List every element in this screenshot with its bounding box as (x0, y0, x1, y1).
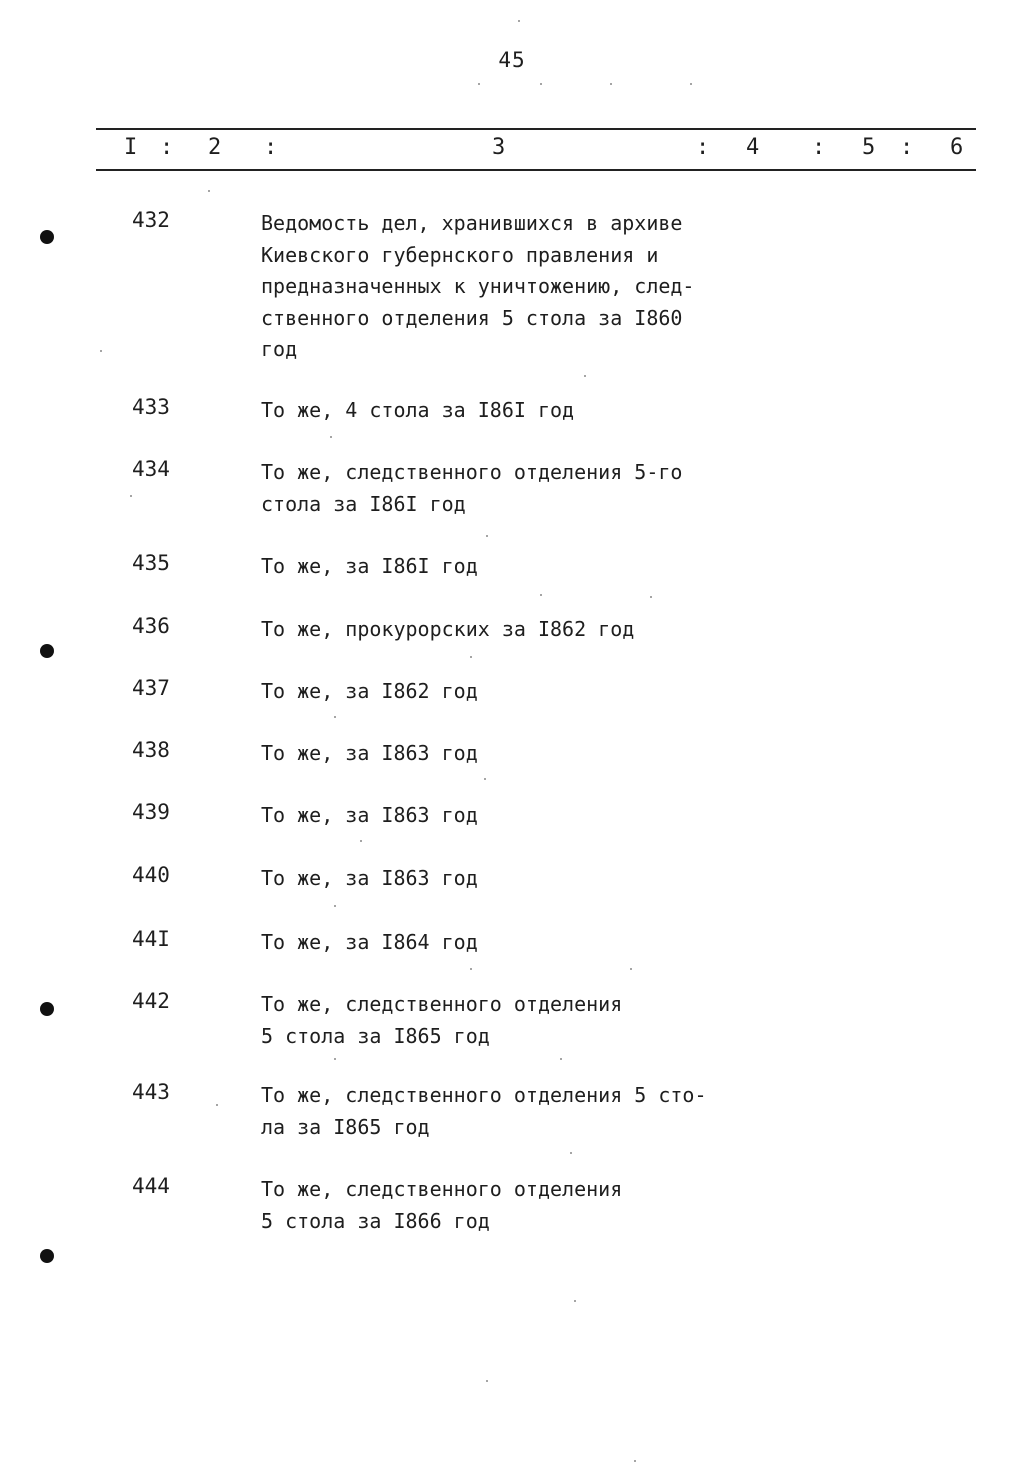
column-header-5: 5 (862, 135, 876, 160)
punch-hole-mark (40, 644, 54, 658)
row-number: 437 (132, 676, 170, 700)
column-separator: : (696, 135, 710, 160)
scan-speck (650, 596, 652, 598)
row-description: То же, прокурорских за I862 год (261, 617, 635, 641)
row-number: 436 (132, 614, 170, 638)
row-description: То же, следственного отделения 5 стола за I866 год (261, 1177, 623, 1233)
scan-speck (486, 535, 488, 537)
scan-speck (470, 968, 472, 970)
scan-speck (484, 778, 486, 780)
row-number: 438 (132, 738, 170, 762)
row-number: 442 (132, 989, 170, 1013)
row-description: То же, за I863 год (261, 803, 478, 827)
scan-speck (584, 375, 586, 377)
row-number: 444 (132, 1174, 170, 1198)
row-number: 440 (132, 863, 170, 887)
row-description: То же, за I863 год (261, 741, 478, 765)
row-description: То же, за I863 год (261, 866, 478, 890)
scan-speck (570, 1152, 572, 1154)
row-number: 432 (132, 208, 170, 232)
scan-speck (518, 20, 520, 22)
row-number: 439 (132, 800, 170, 824)
row-number: 44I (132, 927, 170, 951)
scan-speck (486, 1380, 488, 1382)
column-header-3: 3 (492, 135, 506, 160)
page-number: 45 (498, 48, 526, 72)
column-separator: : (264, 135, 278, 160)
punch-hole-mark (40, 1249, 54, 1263)
column-header-4: 4 (746, 135, 760, 160)
row-number: 435 (132, 551, 170, 575)
column-separator: : (160, 135, 174, 160)
scan-speck (334, 716, 336, 718)
row-description: То же, 4 стола за I86I год (261, 398, 575, 422)
row-description: То же, за I864 год (261, 930, 478, 954)
row-number: 434 (132, 457, 170, 481)
scan-speck (478, 83, 480, 85)
row-number: 443 (132, 1080, 170, 1104)
scan-speck (130, 495, 132, 497)
scan-speck (560, 1058, 562, 1060)
punch-hole-mark (40, 1002, 54, 1016)
column-separator: : (900, 135, 914, 160)
column-header-6: 6 (950, 135, 964, 160)
row-description: То же, следственного отделения 5 стола за I865 год (261, 992, 623, 1048)
column-header-2: 2 (208, 135, 222, 160)
scan-speck (208, 190, 210, 192)
scan-speck (360, 840, 362, 842)
scan-speck (610, 83, 612, 85)
scan-speck (330, 436, 332, 438)
scan-speck (216, 1104, 218, 1106)
scan-speck (540, 83, 542, 85)
column-header-1: I (124, 135, 138, 160)
row-number: 433 (132, 395, 170, 419)
scan-speck (470, 656, 472, 658)
row-description: То же, следственного отделения 5 сто- ла за I865 год (261, 1083, 707, 1139)
scan-speck (540, 594, 542, 596)
scan-speck (634, 1460, 636, 1462)
row-description: То же, за I862 год (261, 679, 478, 703)
punch-hole-mark (40, 230, 54, 244)
scan-speck (574, 1300, 576, 1302)
row-description: Ведомость дел, хранившихся в архиве Киевского губернского правления и предназначенных к уничтожению, след- ственного отделения 5 стола за I860 год (261, 211, 695, 361)
scan-speck (630, 968, 632, 970)
row-description: То же, за I86I год (261, 554, 478, 578)
scan-speck (100, 350, 102, 352)
scan-speck (334, 905, 336, 907)
row-description: То же, следственного отделения 5-го стола за I86I год (261, 460, 683, 516)
column-separator: : (812, 135, 826, 160)
scan-speck (334, 1058, 336, 1060)
scan-speck (690, 83, 692, 85)
